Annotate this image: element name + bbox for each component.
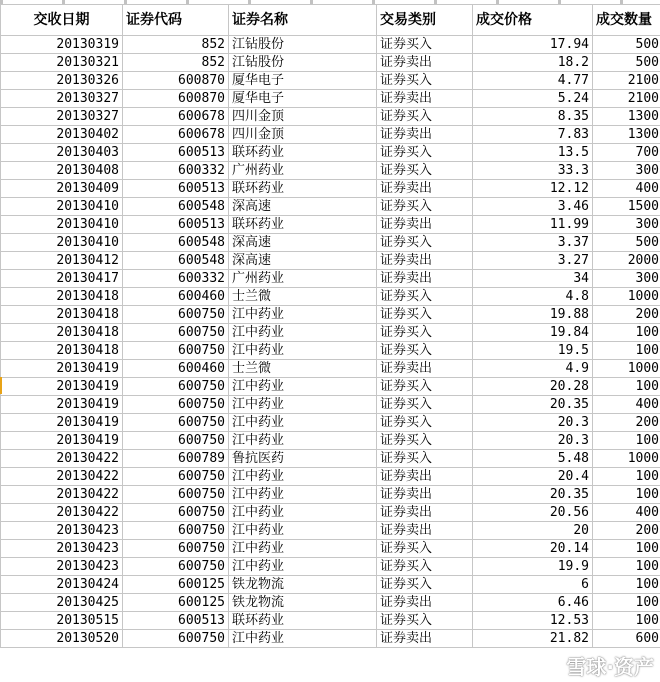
cell-quantity[interactable]: 500 bbox=[593, 54, 660, 72]
cell-security-code[interactable]: 600750 bbox=[123, 432, 229, 450]
cell-price[interactable]: 19.84 bbox=[473, 324, 593, 342]
cell-security-code[interactable]: 600513 bbox=[123, 612, 229, 630]
table-row bbox=[1, 72, 660, 90]
cell-security-code[interactable]: 600870 bbox=[123, 90, 229, 108]
table-row bbox=[1, 162, 660, 180]
cell-settle-date[interactable]: 20130321 bbox=[1, 54, 123, 72]
cell-price[interactable]: 13.5 bbox=[473, 144, 593, 162]
cell-quantity[interactable]: 1500 bbox=[593, 198, 660, 216]
table-row bbox=[1, 450, 660, 468]
cell-quantity[interactable]: 300 bbox=[593, 162, 660, 180]
cell-trade-type[interactable]: 证券买入 bbox=[377, 234, 473, 252]
cell-price[interactable]: 3.46 bbox=[473, 198, 593, 216]
cell-price[interactable]: 5.24 bbox=[473, 90, 593, 108]
cell-trade-type[interactable]: 证券买入 bbox=[377, 396, 473, 414]
cell-settle-date[interactable]: 20130423 bbox=[1, 522, 123, 540]
cell-trade-type[interactable]: 证券卖出 bbox=[377, 594, 473, 612]
cell-security-code[interactable]: 600750 bbox=[123, 306, 229, 324]
cell-settle-date[interactable]: 20130408 bbox=[1, 162, 123, 180]
cell-price[interactable]: 8.35 bbox=[473, 108, 593, 126]
table-row bbox=[1, 576, 660, 594]
cell-security-name[interactable]: 江中药业 bbox=[229, 522, 377, 540]
cell-settle-date[interactable]: 20130326 bbox=[1, 72, 123, 90]
cell-security-name[interactable]: 江中药业 bbox=[229, 324, 377, 342]
cell-settle-date[interactable]: 20130418 bbox=[1, 288, 123, 306]
cell-settle-date[interactable]: 20130422 bbox=[1, 450, 123, 468]
cell-trade-type[interactable]: 证券买入 bbox=[377, 198, 473, 216]
cell-quantity[interactable]: 300 bbox=[593, 216, 660, 234]
cell-security-code[interactable]: 600460 bbox=[123, 360, 229, 378]
cell-security-name[interactable]: 联环药业 bbox=[229, 612, 377, 630]
header-row bbox=[1, 5, 660, 36]
cell-security-code[interactable]: 600750 bbox=[123, 630, 229, 648]
cell-security-code[interactable]: 600332 bbox=[123, 162, 229, 180]
cell-trade-type[interactable]: 证券买入 bbox=[377, 288, 473, 306]
cell-quantity[interactable]: 1000 bbox=[593, 288, 660, 306]
table-row bbox=[1, 414, 660, 432]
table-row bbox=[1, 360, 660, 378]
table-row bbox=[1, 54, 660, 72]
table-row bbox=[1, 342, 660, 360]
cell-settle-date[interactable]: 20130403 bbox=[1, 144, 123, 162]
table-row bbox=[1, 540, 660, 558]
cell-price[interactable]: 20.28 bbox=[473, 378, 593, 396]
cell-quantity[interactable]: 200 bbox=[593, 522, 660, 540]
cell-quantity[interactable]: 100 bbox=[593, 468, 660, 486]
cell-price[interactable]: 4.77 bbox=[473, 72, 593, 90]
cell-quantity[interactable]: 400 bbox=[593, 396, 660, 414]
cell-trade-type[interactable]: 证券卖出 bbox=[377, 630, 473, 648]
table-row bbox=[1, 324, 660, 342]
cell-security-name[interactable]: 江中药业 bbox=[229, 486, 377, 504]
cell-settle-date[interactable]: 20130418 bbox=[1, 306, 123, 324]
cell-settle-date[interactable]: 20130515 bbox=[1, 612, 123, 630]
cell-security-code[interactable]: 600513 bbox=[123, 180, 229, 198]
cell-quantity[interactable]: 300 bbox=[593, 270, 660, 288]
cell-security-code[interactable]: 600125 bbox=[123, 576, 229, 594]
cell-price[interactable]: 17.94 bbox=[473, 36, 593, 54]
table-row bbox=[1, 270, 660, 288]
cell-settle-date[interactable]: 20130412 bbox=[1, 252, 123, 270]
cell-quantity[interactable]: 100 bbox=[593, 558, 660, 576]
cell-security-code[interactable]: 600125 bbox=[123, 594, 229, 612]
cell-trade-type[interactable]: 证券买入 bbox=[377, 144, 473, 162]
cell-security-name[interactable]: 铁龙物流 bbox=[229, 594, 377, 612]
table-row bbox=[1, 108, 660, 126]
cell-quantity[interactable]: 600 bbox=[593, 630, 660, 648]
cell-security-code[interactable]: 600750 bbox=[123, 540, 229, 558]
cell-trade-type[interactable]: 证券买入 bbox=[377, 576, 473, 594]
cell-quantity[interactable]: 400 bbox=[593, 504, 660, 522]
cell-security-name[interactable]: 联环药业 bbox=[229, 216, 377, 234]
cell-price[interactable]: 6 bbox=[473, 576, 593, 594]
cell-settle-date[interactable]: 20130419 bbox=[1, 360, 123, 378]
cell-quantity[interactable]: 100 bbox=[593, 486, 660, 504]
cell-settle-date[interactable]: 20130409 bbox=[1, 180, 123, 198]
cell-quantity[interactable]: 2100 bbox=[593, 90, 660, 108]
cell-price[interactable]: 21.82 bbox=[473, 630, 593, 648]
table-row bbox=[1, 522, 660, 540]
cell-quantity[interactable]: 1000 bbox=[593, 450, 660, 468]
cell-trade-type[interactable]: 证券卖出 bbox=[377, 252, 473, 270]
cell-settle-date[interactable]: 20130423 bbox=[1, 558, 123, 576]
cell-security-code[interactable]: 600789 bbox=[123, 450, 229, 468]
cell-price[interactable]: 20.4 bbox=[473, 468, 593, 486]
cell-trade-type[interactable]: 证券卖出 bbox=[377, 270, 473, 288]
cell-security-code[interactable]: 600513 bbox=[123, 216, 229, 234]
cell-price[interactable]: 20.14 bbox=[473, 540, 593, 558]
cell-settle-date[interactable]: 20130422 bbox=[1, 468, 123, 486]
cell-quantity[interactable]: 1000 bbox=[593, 360, 660, 378]
watermark bbox=[540, 652, 654, 678]
cell-price[interactable]: 20 bbox=[473, 522, 593, 540]
cell-security-code[interactable]: 600750 bbox=[123, 324, 229, 342]
cell-trade-type[interactable]: 证券买入 bbox=[377, 450, 473, 468]
cell-price[interactable]: 20.56 bbox=[473, 504, 593, 522]
cell-price[interactable]: 19.9 bbox=[473, 558, 593, 576]
cell-trade-type[interactable]: 证券卖出 bbox=[377, 504, 473, 522]
table-row bbox=[1, 486, 660, 504]
cell-security-name[interactable]: 士兰微 bbox=[229, 360, 377, 378]
cell-security-name[interactable]: 深高速 bbox=[229, 252, 377, 270]
cell-quantity[interactable]: 700 bbox=[593, 144, 660, 162]
cell-security-name[interactable]: 江中药业 bbox=[229, 396, 377, 414]
table-row bbox=[1, 306, 660, 324]
table-row bbox=[1, 396, 660, 414]
cell-settle-date[interactable]: 20130418 bbox=[1, 324, 123, 342]
cell-settle-date[interactable]: 20130319 bbox=[1, 36, 123, 54]
cell-security-name[interactable]: 江中药业 bbox=[229, 432, 377, 450]
cell-trade-type[interactable]: 证券卖出 bbox=[377, 54, 473, 72]
trade-records-table bbox=[0, 4, 660, 648]
cell-trade-type[interactable]: 证券卖出 bbox=[377, 216, 473, 234]
cell-security-code[interactable]: 600548 bbox=[123, 198, 229, 216]
cell-security-name[interactable]: 士兰微 bbox=[229, 288, 377, 306]
cell-security-name[interactable]: 联环药业 bbox=[229, 180, 377, 198]
cell-price[interactable]: 3.27 bbox=[473, 252, 593, 270]
cell-quantity[interactable]: 500 bbox=[593, 36, 660, 54]
cell-trade-type[interactable]: 证券买入 bbox=[377, 162, 473, 180]
cell-trade-type[interactable]: 证券买入 bbox=[377, 342, 473, 360]
cell-settle-date[interactable]: 20130520 bbox=[1, 630, 123, 648]
cell-price[interactable]: 18.2 bbox=[473, 54, 593, 72]
cell-security-name[interactable]: 江中药业 bbox=[229, 468, 377, 486]
cell-price[interactable]: 4.9 bbox=[473, 360, 593, 378]
cell-price[interactable]: 19.5 bbox=[473, 342, 593, 360]
cell-trade-type[interactable]: 证券卖出 bbox=[377, 468, 473, 486]
cell-price[interactable]: 34 bbox=[473, 270, 593, 288]
cell-settle-date[interactable]: 20130327 bbox=[1, 108, 123, 126]
cell-settle-date[interactable]: 20130327 bbox=[1, 90, 123, 108]
table-row bbox=[1, 36, 660, 54]
table-row bbox=[1, 468, 660, 486]
cell-settle-date[interactable]: 20130417 bbox=[1, 270, 123, 288]
cell-security-name[interactable]: 四川金顶 bbox=[229, 126, 377, 144]
cell-settle-date[interactable]: 20130419 bbox=[1, 414, 123, 432]
cell-security-name[interactable]: 厦华电子 bbox=[229, 72, 377, 90]
cell-security-code[interactable]: 600750 bbox=[123, 378, 229, 396]
cell-settle-date[interactable]: 20130422 bbox=[1, 486, 123, 504]
cell-quantity[interactable]: 100 bbox=[593, 324, 660, 342]
cell-quantity[interactable]: 100 bbox=[593, 432, 660, 450]
cell-quantity[interactable]: 2000 bbox=[593, 252, 660, 270]
table-row bbox=[1, 594, 660, 612]
cell-security-name[interactable]: 江中药业 bbox=[229, 504, 377, 522]
cell-security-name[interactable]: 江中药业 bbox=[229, 630, 377, 648]
cell-security-name[interactable]: 厦华电子 bbox=[229, 90, 377, 108]
cell-settle-date[interactable]: 20130425 bbox=[1, 594, 123, 612]
cell-price[interactable]: 19.88 bbox=[473, 306, 593, 324]
header-security-code[interactable]: 证券代码 bbox=[123, 5, 229, 36]
table-row bbox=[1, 126, 660, 144]
cell-quantity[interactable]: 1300 bbox=[593, 108, 660, 126]
cell-security-code[interactable]: 600548 bbox=[123, 234, 229, 252]
header-security-name[interactable]: 证券名称 bbox=[229, 5, 377, 36]
cell-trade-type[interactable]: 证券卖出 bbox=[377, 486, 473, 504]
cell-security-code[interactable]: 852 bbox=[123, 54, 229, 72]
cell-settle-date[interactable]: 20130410 bbox=[1, 216, 123, 234]
cell-trade-type[interactable]: 证券卖出 bbox=[377, 90, 473, 108]
cell-price[interactable]: 20.3 bbox=[473, 414, 593, 432]
cell-quantity[interactable]: 500 bbox=[593, 234, 660, 252]
cell-security-code[interactable]: 600750 bbox=[123, 468, 229, 486]
cell-security-name[interactable]: 深高速 bbox=[229, 234, 377, 252]
cell-security-name[interactable]: 江钻股份 bbox=[229, 54, 377, 72]
cell-settle-date[interactable]: 20130422 bbox=[1, 504, 123, 522]
cell-security-code[interactable]: 852 bbox=[123, 36, 229, 54]
cell-security-name[interactable]: 江中药业 bbox=[229, 414, 377, 432]
cell-security-name[interactable]: 铁龙物流 bbox=[229, 576, 377, 594]
cell-price[interactable]: 12.12 bbox=[473, 180, 593, 198]
cell-security-code[interactable]: 600513 bbox=[123, 144, 229, 162]
cell-settle-date[interactable]: 20130423 bbox=[1, 540, 123, 558]
table-row bbox=[1, 180, 660, 198]
cell-price[interactable]: 20.35 bbox=[473, 486, 593, 504]
cell-trade-type[interactable]: 证券卖出 bbox=[377, 180, 473, 198]
cell-security-code[interactable]: 600750 bbox=[123, 504, 229, 522]
cell-quantity[interactable]: 100 bbox=[593, 576, 660, 594]
cell-settle-date[interactable]: 20130410 bbox=[1, 198, 123, 216]
table-row bbox=[1, 234, 660, 252]
cell-quantity[interactable]: 100 bbox=[593, 612, 660, 630]
cell-security-code[interactable]: 600750 bbox=[123, 558, 229, 576]
cell-price[interactable]: 5.48 bbox=[473, 450, 593, 468]
table-body bbox=[1, 36, 660, 648]
cell-trade-type[interactable]: 证券买入 bbox=[377, 72, 473, 90]
cell-security-code[interactable]: 600750 bbox=[123, 342, 229, 360]
cell-security-name[interactable]: 江中药业 bbox=[229, 558, 377, 576]
cell-trade-type[interactable]: 证券买入 bbox=[377, 306, 473, 324]
cell-security-code[interactable]: 600548 bbox=[123, 252, 229, 270]
cell-price[interactable]: 20.35 bbox=[473, 396, 593, 414]
table-row bbox=[1, 198, 660, 216]
cell-security-name[interactable]: 江中药业 bbox=[229, 378, 377, 396]
cell-trade-type[interactable]: 证券卖出 bbox=[377, 522, 473, 540]
watermark-text: 雪球·资产 bbox=[566, 654, 654, 679]
cell-price[interactable]: 6.46 bbox=[473, 594, 593, 612]
cell-security-name[interactable]: 四川金顶 bbox=[229, 108, 377, 126]
cell-price[interactable]: 4.8 bbox=[473, 288, 593, 306]
row-selection-marker bbox=[0, 377, 2, 394]
cell-settle-date[interactable]: 20130419 bbox=[1, 396, 123, 414]
header-quantity[interactable]: 成交数量 bbox=[593, 5, 660, 36]
table-row bbox=[1, 144, 660, 162]
table-row bbox=[1, 630, 660, 648]
cell-trade-type[interactable]: 证券买入 bbox=[377, 612, 473, 630]
table-row bbox=[1, 378, 660, 396]
cell-security-code[interactable]: 600332 bbox=[123, 270, 229, 288]
cell-security-code[interactable]: 600750 bbox=[123, 486, 229, 504]
cell-quantity[interactable]: 100 bbox=[593, 342, 660, 360]
cell-price[interactable]: 20.3 bbox=[473, 432, 593, 450]
cell-trade-type[interactable]: 证券卖出 bbox=[377, 360, 473, 378]
cell-quantity[interactable]: 2100 bbox=[593, 72, 660, 90]
cell-security-name[interactable]: 江中药业 bbox=[229, 342, 377, 360]
cell-trade-type[interactable]: 证券买入 bbox=[377, 540, 473, 558]
cell-security-name[interactable]: 广州药业 bbox=[229, 270, 377, 288]
cell-price[interactable]: 33.3 bbox=[473, 162, 593, 180]
cell-trade-type[interactable]: 证券买入 bbox=[377, 432, 473, 450]
cell-security-name[interactable]: 鲁抗医药 bbox=[229, 450, 377, 468]
cell-trade-type[interactable]: 证券卖出 bbox=[377, 126, 473, 144]
cell-quantity[interactable]: 100 bbox=[593, 594, 660, 612]
table-row bbox=[1, 504, 660, 522]
cell-settle-date[interactable]: 20130402 bbox=[1, 126, 123, 144]
cell-security-code[interactable]: 600750 bbox=[123, 414, 229, 432]
cell-trade-type[interactable]: 证券买入 bbox=[377, 414, 473, 432]
cell-trade-type[interactable]: 证券买入 bbox=[377, 108, 473, 126]
cell-security-name[interactable]: 联环药业 bbox=[229, 144, 377, 162]
cell-price[interactable]: 12.53 bbox=[473, 612, 593, 630]
cell-settle-date[interactable]: 20130424 bbox=[1, 576, 123, 594]
cell-settle-date[interactable]: 20130410 bbox=[1, 234, 123, 252]
cell-price[interactable]: 11.99 bbox=[473, 216, 593, 234]
cell-security-code[interactable]: 600460 bbox=[123, 288, 229, 306]
cell-trade-type[interactable]: 证券买入 bbox=[377, 36, 473, 54]
cell-security-name[interactable]: 江钻股份 bbox=[229, 36, 377, 54]
cell-security-code[interactable]: 600750 bbox=[123, 522, 229, 540]
cell-security-code[interactable]: 600678 bbox=[123, 108, 229, 126]
cell-settle-date[interactable]: 20130418 bbox=[1, 342, 123, 360]
cell-security-name[interactable]: 江中药业 bbox=[229, 306, 377, 324]
cell-price[interactable]: 7.83 bbox=[473, 126, 593, 144]
table-row bbox=[1, 252, 660, 270]
cell-trade-type[interactable]: 证券买入 bbox=[377, 378, 473, 396]
cell-trade-type[interactable]: 证券买入 bbox=[377, 558, 473, 576]
header-price[interactable]: 成交价格 bbox=[473, 5, 593, 36]
snowball-logo-icon bbox=[540, 654, 562, 676]
header-settle-date[interactable]: 交收日期 bbox=[1, 5, 123, 36]
table-row bbox=[1, 288, 660, 306]
table-row bbox=[1, 216, 660, 234]
cell-price[interactable]: 3.37 bbox=[473, 234, 593, 252]
cell-security-code[interactable]: 600750 bbox=[123, 396, 229, 414]
header-trade-type[interactable]: 交易类别 bbox=[377, 5, 473, 36]
cell-settle-date[interactable]: 20130419 bbox=[1, 378, 123, 396]
table-row bbox=[1, 432, 660, 450]
cell-quantity[interactable]: 1300 bbox=[593, 126, 660, 144]
cell-quantity[interactable]: 100 bbox=[593, 540, 660, 558]
table-row bbox=[1, 612, 660, 630]
cell-trade-type[interactable]: 证券买入 bbox=[377, 324, 473, 342]
cell-security-code[interactable]: 600678 bbox=[123, 126, 229, 144]
cell-security-name[interactable]: 广州药业 bbox=[229, 162, 377, 180]
cell-quantity[interactable]: 100 bbox=[593, 378, 660, 396]
cell-quantity[interactable]: 200 bbox=[593, 306, 660, 324]
cell-quantity[interactable]: 400 bbox=[593, 180, 660, 198]
cell-security-code[interactable]: 600870 bbox=[123, 72, 229, 90]
cell-quantity[interactable]: 200 bbox=[593, 414, 660, 432]
table-row bbox=[1, 90, 660, 108]
cell-settle-date[interactable]: 20130419 bbox=[1, 432, 123, 450]
cell-security-name[interactable]: 江中药业 bbox=[229, 540, 377, 558]
table-row bbox=[1, 558, 660, 576]
cell-security-name[interactable]: 深高速 bbox=[229, 198, 377, 216]
